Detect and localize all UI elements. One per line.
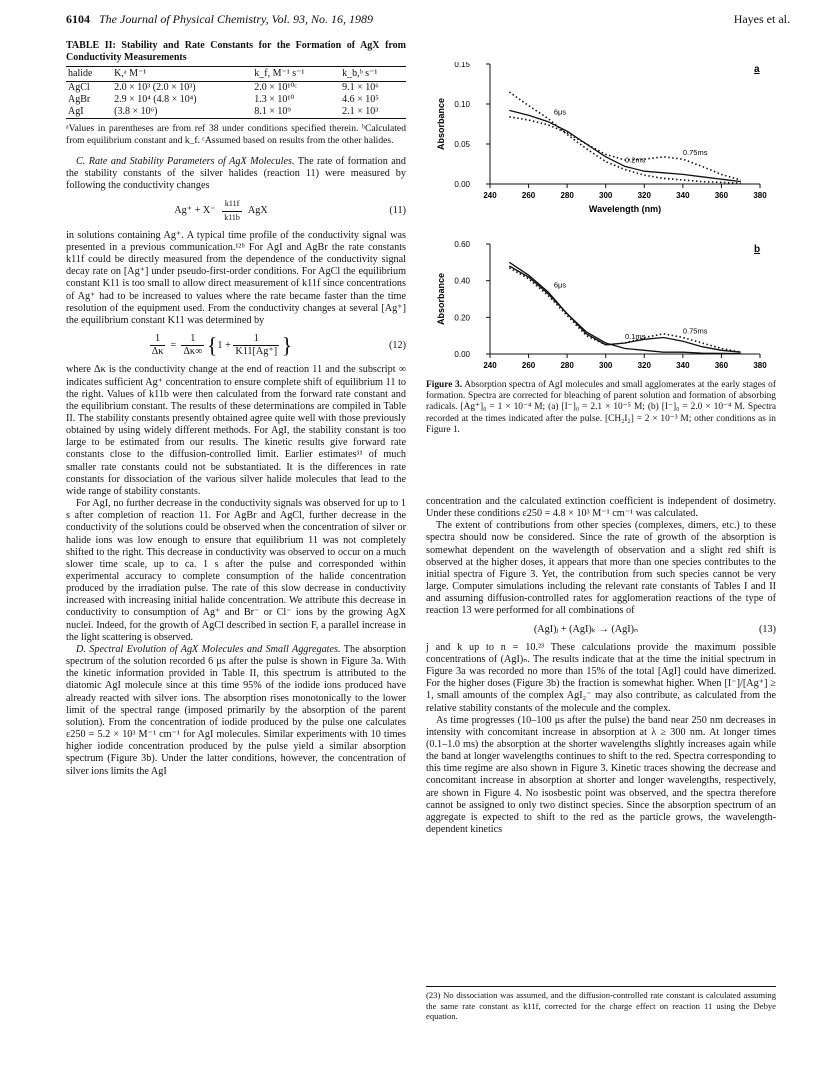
x-tick-label: 360 (714, 191, 729, 200)
eq-den: Δκ∞ (183, 346, 203, 358)
y-tick-label: 0.00 (454, 350, 470, 359)
eq-rate-backward: k11b (224, 212, 240, 222)
x-tick-label: 280 (560, 361, 574, 370)
x-tick-label: 260 (521, 191, 536, 200)
x-tick-label: 340 (676, 191, 690, 200)
journal-citation: The Journal of Physical Chemistry, Vol. 93, No. 16, 1989 (99, 12, 373, 26)
author-header: Hayes et al. (733, 12, 790, 26)
y-tick-label: 0.15 (454, 62, 470, 69)
x-tick-label: 240 (483, 191, 497, 200)
equation-number: (12) (389, 339, 406, 351)
eq-den: K11[Ag⁺] (235, 346, 278, 358)
table-title: TABLE II: Stability and Rate Constants for the Formation of AgX from Conductivity Measurements (66, 40, 406, 63)
spectra-chart (430, 62, 780, 374)
table-header-cell: k_b,ᵇ s⁻¹ (340, 67, 406, 82)
x-tick-label: 260 (521, 361, 536, 370)
table-cell: AgCl (68, 82, 90, 93)
table-cell: 2.0 × 10¹⁰ᶜ (254, 82, 297, 93)
running-header (66, 12, 373, 27)
series-label: 0.75ms (682, 326, 708, 336)
table-cell: AgI (66, 106, 112, 119)
table-row (66, 106, 406, 119)
eq-num: 1 (150, 333, 166, 346)
eq-term: AgX (247, 205, 268, 217)
series-label: 6μs (553, 280, 567, 290)
right-column (426, 496, 776, 836)
x-tick-label: 300 (599, 191, 613, 200)
table-row (66, 82, 406, 95)
y-axis-label: Absorbance (436, 272, 446, 326)
section-d (66, 644, 406, 778)
eq-num: 1 (233, 333, 279, 346)
series-line (509, 110, 740, 181)
caption-label: Figure 3. (426, 380, 463, 390)
x-tick-label: 340 (676, 361, 690, 370)
eq-term: Ag⁺ + X⁻ (174, 205, 216, 217)
x-tick-label: 240 (483, 361, 497, 370)
series-line (509, 92, 740, 183)
paragraph: The rate of formation and the stability constants of the silver halides (reaction 11) were measured by following the conductivity changes (66, 156, 406, 192)
table-header-row (66, 67, 406, 82)
paragraph: The absorption spectrum of the solution recorded 6 μs after the pulse is shown in Figure 3a. With the kinetic information provided in Table II, this spectrum is attributed to the diatomic AgI molecule since at this time 95% of the iodide ions produced have already reacted with silver ions. The absorption rises monotonically to the lower limit of the spectral range (imposed primarily by the absorption of the parent solution). From the concentration of iodide produced by the pulse one calculates ε250 = 5.2 × 10³ M⁻¹ cm⁻¹ for AgI molecules. Similar experiments with 10 times higher iodide concentration produced by the pulse yield a similar absorption spectrum (Figure 3b). Under the latter conditions, however, the concentration of silver ions limits the AgI (66, 643, 406, 777)
x-axis-label: Wavelength (nm) (588, 204, 662, 214)
table-cell: AgBr (68, 94, 91, 105)
y-tick-label: 0.60 (454, 240, 470, 249)
y-tick-label: 0.10 (454, 100, 470, 109)
footnote-divider (426, 986, 776, 987)
table-footnote: ᵃValues in parentheses are from ref 38 under conditions specified therein. ᵇCalculated from equilibrium constant and k_f. ᶜAssumed based on results from the other halides. (66, 123, 406, 146)
x-tick-label: 380 (753, 191, 767, 200)
table-header-cell: k_f, M⁻¹ s⁻¹ (252, 67, 340, 82)
table-cell: 4.6 × 10⁵ (342, 94, 379, 105)
paragraph: j and k up to n = 10.²³ These calculations provide the maximum possible concentrations of (AgI)ₙ. The results indicate that at the time the initial spectrum in Figure 3a was recorded no more than 15% of the total [AgI] could have dimerized. For the higher doses (Figure 3b) the fraction is somewhat higher. When [I⁻]/[Ag⁺] ≥ 1, small amounts of the complex AgI₂⁻ may also contribute, as calculated from the relative stability constants of the molecule and the complex. (426, 641, 776, 714)
footnote: (23) No dissociation was assumed, and the diffusion-controlled rate constant is calculated assuming the same rate constant as k11f, corrected for the charge effect on reaction 11 using the Debye equation. (426, 990, 776, 1021)
series-label: 0.1ms (625, 332, 646, 341)
paragraph: As time progresses (10–100 μs after the pulse) the band near 250 nm decreases in intensity with concomitant increase in absorption at λ ≥ 300 nm. At longer times (0.1–1.0 ms) the absorption at the shorter wavelengths slightly increases again while the band at longer wavelengths continues to shift to the red. Spectra corresponding to this time regime are also shown in Figure 3. Kinetic traces showing the decrease and concomitant increase in absorption at shorter and longer wavelengths, respectively, are shown in Figure 4. No isosbestic point was observed, and the spectra therefore cannot be assigned to only two distinct species. Since the absorption spectrum of an aggregate is expected to shift to the red as the particle grows, the wavelength-dependent kinetics (426, 714, 776, 836)
table-cell: 1.3 × 10¹⁰ (254, 94, 295, 105)
series-label: 6μs (553, 107, 567, 117)
eq-rate-forward: k11f (222, 198, 242, 211)
table-cell: 2.1 × 10³ (340, 106, 406, 119)
x-tick-label: 300 (599, 361, 613, 370)
panel-label: a (754, 64, 760, 75)
section-heading: D. Spectral Evolution of AgX Molecules and Small Aggregates. (76, 643, 341, 655)
table-header-cell: K,ᵃ M⁻¹ (112, 67, 252, 82)
table-row (66, 94, 406, 106)
eq-den: Δκ (151, 346, 164, 358)
equation-13 (426, 624, 776, 636)
x-tick-label: 360 (714, 361, 729, 370)
eq-body: (AgI)ⱼ + (AgI)ₖ → (AgI)ₙ (533, 623, 639, 635)
table-cell: 8.1 × 10⁹ (252, 106, 340, 119)
caption-text: Absorption spectra of AgI molecules and small agglomerates at the early stages of formation. Spectra are corrected for bleaching of parent solution and formation of absorbing radicals. [Ag⁺]₀ = 1 × 10⁻⁴ M; (a) [I⁻]₀ = 2.1 × 10⁻⁵ M; (b) [I⁻]₀ = 2.0 × 10⁻⁴ M. Spectra recorded at the times indicated after the pulse. [CH₂I₂] = 2 × 10⁻³ M; other conditions as in Figure 1. (426, 380, 776, 435)
x-tick-label: 320 (637, 191, 651, 200)
left-column (66, 40, 406, 778)
y-tick-label: 0.20 (454, 313, 470, 323)
x-tick-label: 380 (753, 361, 767, 370)
equation-number: (13) (759, 623, 776, 635)
equation-11 (66, 198, 406, 223)
section-c (66, 156, 406, 644)
series-label: 0.2ms (625, 155, 646, 165)
table-cell: 2.9 × 10⁴ (4.8 × 10⁴) (114, 94, 197, 105)
x-tick-label: 320 (637, 361, 651, 370)
paragraph: where Δκ is the conductivity change at the end of reaction 11 and the subscript ∞ indicates sufficient Ag⁺ concentration to ensure complete shift of equilibrium 11 to the right. Values of k11b were then calculated from the forward rate constant and the equilibrium constant. The results of these determinations are compiled in Table II. The stability constants presently obtained agree quite well with those previously obtained by using widely different methods. For AgI, the stability constant is too large to be estimated from our results. The kinetic results give forward rate constants close to the diffusion-controlled limit. Earlier estimates¹¹ of much smaller rate constants could not be substantiated. It is the differences in rate constants for dissociation of the various silver halide molecules that lead to the wide range of stability constants. (66, 364, 406, 497)
page-number: 6104 (66, 12, 90, 26)
paragraph: in solutions containing Ag⁺. A typical time profile of the conductivity signal was presented in a previous communication.¹²ᵇ For AgI and AgBr the rate constants k11f could be directly measured from the dependence of the conductivity signal decay rate on [Ag⁺] under pseudo-first-order conditions. For AgCl the equilibrium constant K11 is too small to allow direct measurement of k11f since concentrations of Ag⁺ had to be increased to values where the rate became faster than the time resolution of the equipment used. From the conductivity changes at several [Ag⁺] the equilibrium constant K11 was determined by (66, 229, 406, 326)
equation-12: $\frac{1}{\Delta\kappa}$ = $\frac{1}{\Delta\kappa\infty}$ {1 + $\frac{1}{K11[Ag^+]}$ } (12) (151, 332, 406, 358)
table-header-cell: halide (66, 67, 112, 82)
y-axis-label: Absorbance (436, 97, 446, 151)
table-cell: (3.8 × 10⁶) (112, 106, 252, 119)
figure-3 (430, 62, 780, 374)
table-cell: 9.1 × 10⁶ (342, 82, 379, 93)
y-tick-label: 0.40 (454, 276, 470, 286)
panel-label: b (754, 244, 761, 255)
y-tick-label: 0.00 (454, 180, 470, 189)
paragraph: concentration and the calculated extinction coefficient is independent of dosimetry. Under these conditions ε250 = 4.8 × 10³ M⁻¹ cm⁻¹ was calculated. (426, 496, 776, 520)
paragraph: The extent of contributions from other species (complexes, dimers, etc.) to these spectra should now be considered. Since the rate of growth of the absorption is somewhat dependent on the wavelength of observation and a slight red shift is observed at the higher doses, it appears that more than one species contributes to the initial spectra of Figure 3. Yet, the contribution from such species cannot be very large. Computer simulations including the relevant rate constants of Tables I and II and assuming diffusion-controlled rates for agglomeration reactions of the type of reaction 13 were performed for all combinations of (426, 520, 776, 617)
series-label: 0.75ms (682, 148, 708, 158)
equation-number: (11) (389, 205, 406, 217)
x-tick-label: 280 (560, 191, 574, 200)
y-tick-label: 0.05 (454, 140, 470, 149)
eq-num: 1 (181, 333, 204, 346)
table-cell: 2.0 × 10³ (2.0 × 10³) (114, 82, 196, 93)
stability-table (66, 66, 406, 119)
section-heading: C. Rate and Stability Parameters of AgX Molecules. (76, 156, 295, 167)
figure-caption (426, 380, 776, 436)
paragraph: For AgI, no further decrease in the conductivity signals was observed for up to 1 s after completion of reaction 11. For AgBr and AgCl, further decrease in the conductivity of the solutions could be observed when the concentration of silver or halide ions was low enough to ensure that equilibrium 11 was not completely shifted to the right. This decrease in conductivity was observed to occur on a much slower time scale, up to ca. 1 s after the pulse and corresponded within experimental accuracy to complete consumption of the halide concentration produced by the irradiation pulse. The rate of this slow decrease in conductivity increased with increasing initial halide concentration. We attribute this decrease in conductivity to consumption of Ag⁺ and Br⁻ or Cl⁻ ions by the growing AgX nuclei. Indeed, for the growth of AgCl described in section F, a parallel increase in the light scattering is observed. (66, 498, 406, 643)
